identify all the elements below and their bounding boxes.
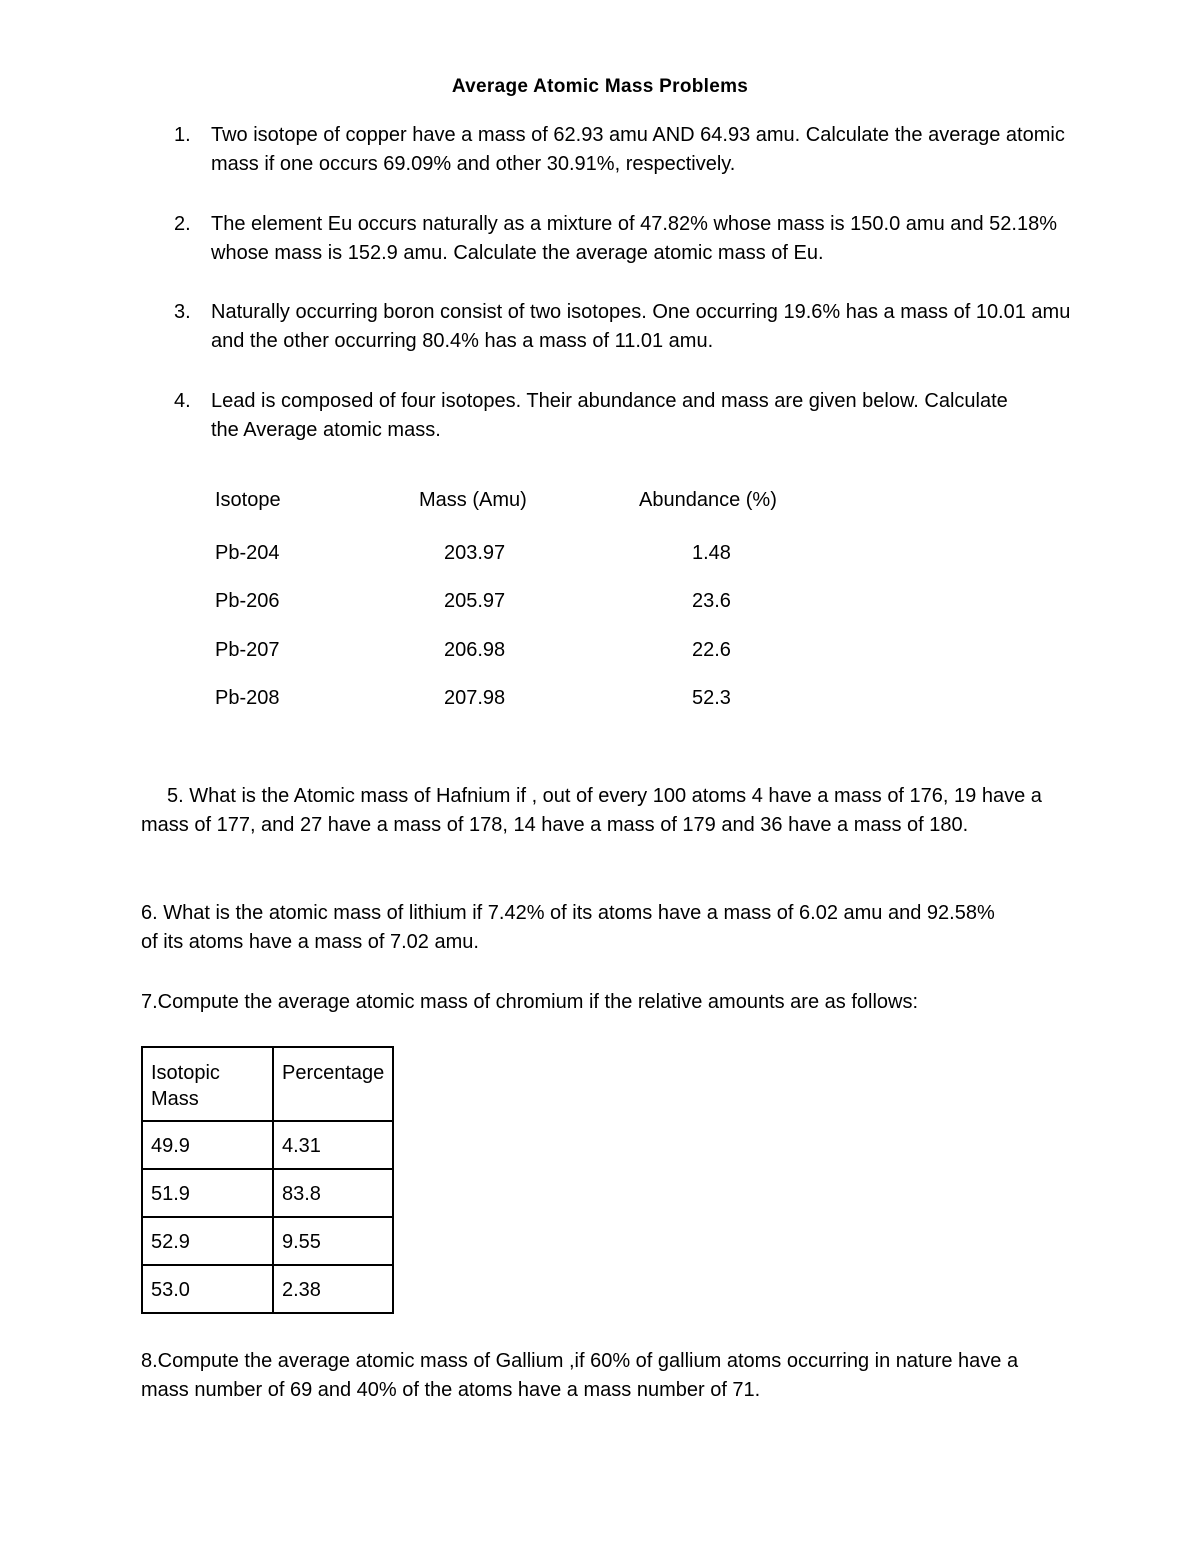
problem-item (174, 121, 1071, 179)
table-cell: 9.55 (273, 1217, 393, 1265)
table-cell: 205.97 (444, 590, 506, 612)
problem-number: 1. (174, 124, 191, 146)
table-row (142, 1169, 393, 1217)
problem-text: Two isotope of copper have a mass of 62.93 amu AND 64.93 amu. Calculate the average atomic mass if one occurs 69.09% and other 30.91%, respectively. (211, 124, 1065, 175)
table-header: Isotope (215, 489, 281, 511)
problem-item (174, 210, 1071, 268)
problem-text: Naturally occurring boron consist of two isotopes. One occurring 19.6% has a mass of 10.01 amu and the other occurring 80.4% has a mass of 11.01 amu. (211, 301, 1071, 352)
page-title: Average Atomic Mass Problems (451, 76, 749, 97)
table-cell: 52.9 (142, 1217, 273, 1265)
table-cell: 203.97 (444, 542, 506, 564)
problem-5-text: 5. What is the Atomic mass of Hafnium if , out of every 100 atoms 4 have a mass of 176, 19 have a mass of 177, and 27 have a mass of 178, 14 have a mass of 179 and 36 have a mass of 180. (141, 785, 1042, 836)
table-cell: Pb-206 (215, 590, 280, 612)
table-cell: 22.6 (692, 639, 731, 661)
table-header: Abundance (%) (639, 489, 777, 511)
problem-number: 3. (174, 301, 191, 323)
table-cell: 23.6 (692, 590, 731, 612)
table-cell: 4.31 (273, 1121, 393, 1169)
table-cell: Pb-207 (215, 639, 280, 661)
chromium-table (141, 1046, 394, 1314)
problem-number: 4. (174, 390, 191, 412)
table-cell: 206.98 (444, 639, 506, 661)
table-cell: Pb-208 (215, 687, 280, 709)
problem-text: The element Eu occurs naturally as a mixture of 47.82% whose mass is 150.0 amu and 52.18% whose mass is 152.9 amu. Calculate the average atomic mass of Eu. (211, 213, 1058, 264)
problem-7-text: 7.Compute the average atomic mass of chromium if the relative amounts are as follows: (141, 991, 919, 1013)
table-cell: 52.3 (692, 687, 731, 709)
problem-item (174, 298, 1071, 356)
problem-number: 2. (174, 213, 191, 235)
table-row (142, 1265, 393, 1313)
table-cell: 2.38 (273, 1265, 393, 1313)
table-row (142, 1047, 393, 1121)
problem-text: Lead is composed of four isotopes. Their abundance and mass are given below. Calculate the Average atomic mass. (211, 390, 1008, 441)
table-cell: 49.9 (142, 1121, 273, 1169)
table-header: Percentage (273, 1047, 393, 1121)
table-cell: 51.9 (142, 1169, 273, 1217)
table-cell: 1.48 (692, 542, 731, 564)
table-header: Mass (Amu) (419, 489, 527, 511)
problem-6-text: 6. What is the atomic mass of lithium if 7.42% of its atoms have a mass of 6.02 amu and 92.58% of its atoms have a mass of 7.02 amu. (141, 902, 995, 953)
table-row (142, 1217, 393, 1265)
table-row (142, 1121, 393, 1169)
table-cell: 53.0 (142, 1265, 273, 1313)
table-header: Isotopic Mass (142, 1047, 273, 1121)
table-cell: Pb-204 (215, 542, 280, 564)
problem-8-text: 8.Compute the average atomic mass of Gallium ,if 60% of gallium atoms occurring in nature have a mass number of 69 and 40% of the atoms have a mass number of 71. (141, 1350, 1019, 1401)
table-cell: 83.8 (273, 1169, 393, 1217)
table-cell: 207.98 (444, 687, 506, 709)
problem-item (174, 387, 1011, 445)
